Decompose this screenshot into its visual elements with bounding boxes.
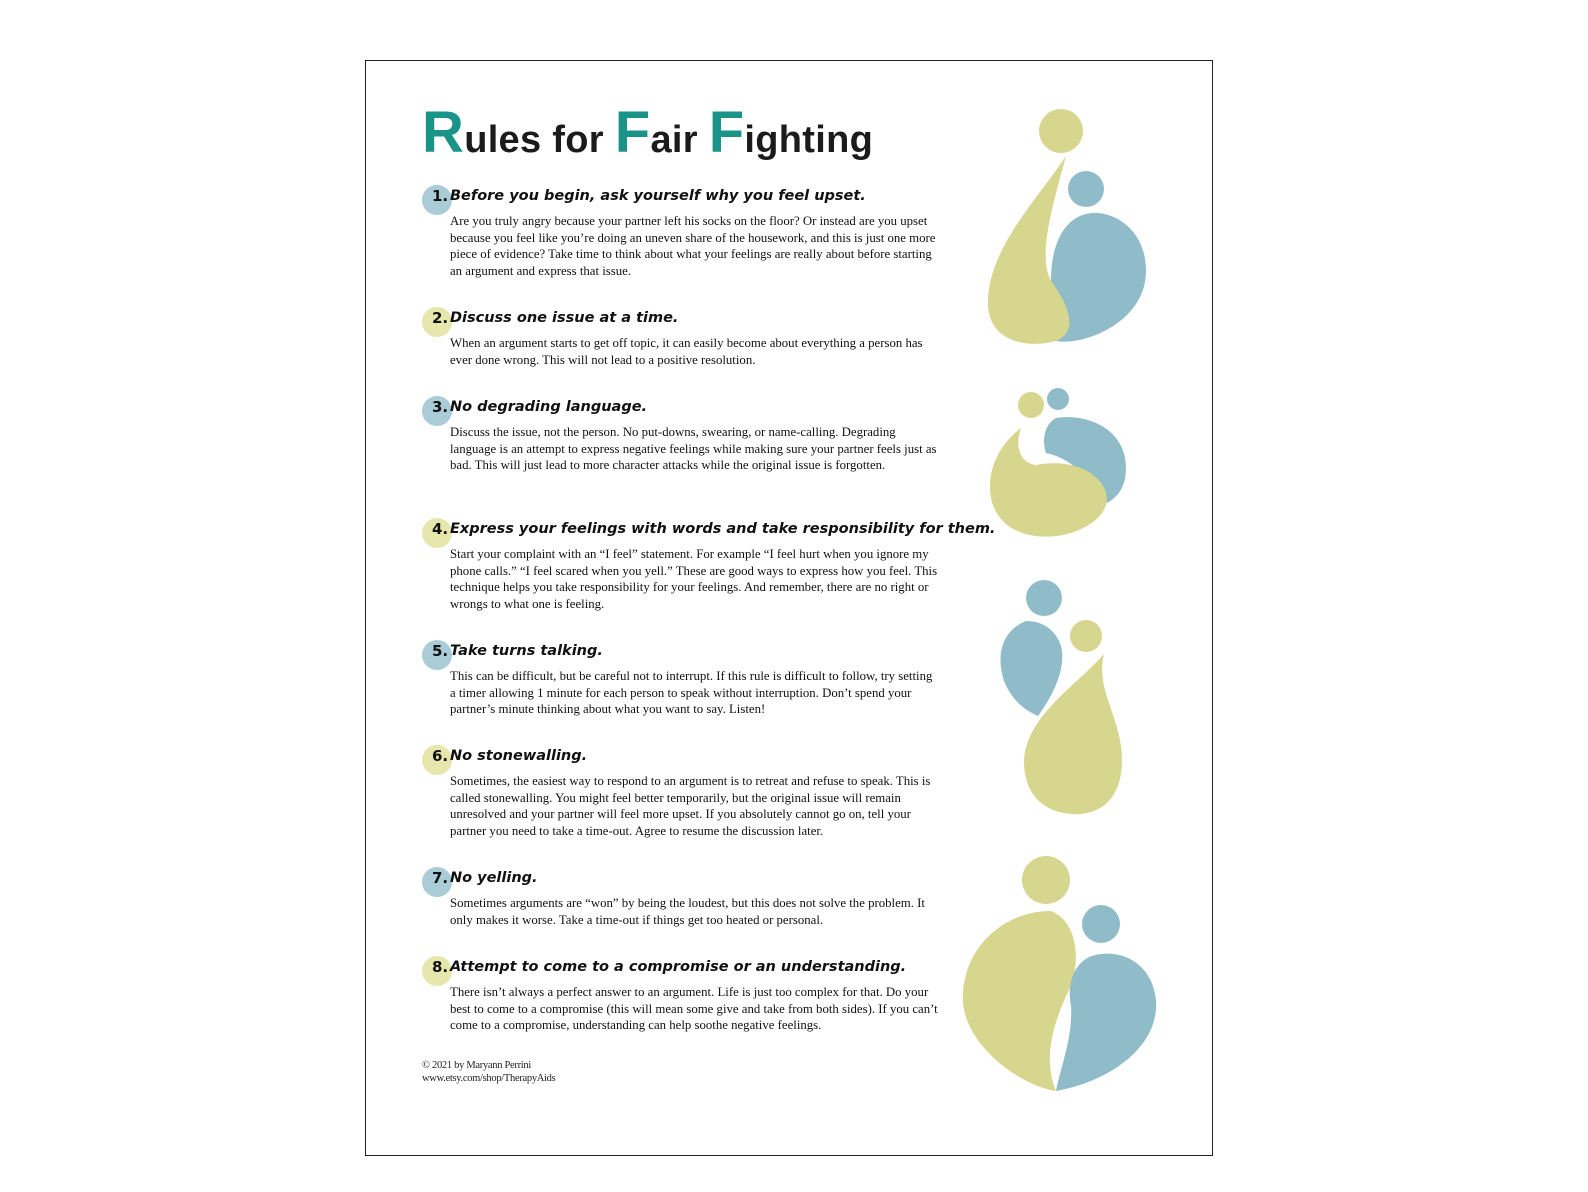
rule-title: No degrading language.: [450, 399, 648, 415]
rule-item: [422, 187, 962, 279]
rule-heading: [422, 958, 962, 984]
rule-item: [422, 309, 962, 368]
rule-number: 4.: [432, 520, 449, 538]
rule-item: [422, 747, 962, 839]
couple-figure-4-icon: [961, 856, 1161, 1096]
rule-item: [422, 520, 996, 612]
rule-title: No yelling.: [450, 870, 538, 886]
rule-body: Discuss the issue, not the person. No put-downs, swearing, or name-calling. Degrading language is an attempt to express negative feelings while making sure your partner feels just as bad. This will just lead to more character attacks while the original issue is forgotten.: [450, 425, 937, 473]
copyright-text: © 2021 by Maryann Perrini: [422, 1060, 531, 1071]
rule-number: 2.: [432, 309, 449, 327]
footer-credit: [422, 1059, 555, 1085]
rule-title: Attempt to come to a compromise or an understanding.: [450, 959, 907, 975]
rule-item: [422, 958, 962, 1034]
rule-number: 3.: [432, 398, 449, 416]
title-initial-r: R: [422, 100, 465, 165]
rule-item: [422, 642, 962, 718]
shop-url: www.etsy.com/shop/TherapyAids: [422, 1073, 556, 1084]
rule-number: 8.: [432, 958, 449, 976]
couple-figure-3-icon: [986, 576, 1136, 821]
title-text-3: ighting: [744, 119, 874, 161]
rule-heading: [422, 398, 962, 424]
rule-body: There isn’t always a perfect answer to an argument. Life is just too complex for that. Do your best to come to a compromise (this will mean some give and take from both sides). If you can’t come to a compromise, understanding can help soothe negative feelings.: [450, 985, 938, 1033]
rule-body: Start your complaint with an “I feel” statement. For example “I feel hurt when you ignore my phone calls.” “I feel scared when you yell.” These are good ways to express how you feel. This technique helps you take responsibility for your feelings. And remember, there are no right or wrongs to what one is feeling.: [450, 547, 938, 611]
rule-item: [422, 869, 962, 928]
couple-figure-2-icon: [976, 383, 1136, 548]
title-text-2: air: [650, 119, 709, 161]
rule-number: 6.: [432, 747, 449, 765]
rule-number: 5.: [432, 642, 449, 660]
rule-title: No stonewalling.: [450, 748, 588, 764]
page-title: [422, 99, 873, 166]
title-initial-f2: F: [708, 100, 745, 165]
rule-heading: [422, 187, 962, 213]
rule-title: Before you begin, ask yourself why you feel upset.: [450, 188, 866, 204]
title-text-1: ules for: [464, 119, 615, 161]
rule-title: Express your feelings with words and take responsibility for them.: [450, 521, 996, 537]
rule-body: This can be difficult, but be careful not to interrupt. If this rule is difficult to follow, try setting a timer allowing 1 minute for each person to speak without interruption. Don’t spend your partner’s minute thinking about what you want to say. Listen!: [450, 669, 933, 717]
rule-heading: [422, 309, 962, 335]
rule-body: When an argument starts to get off topic, it can easily become about everything a person has ever done wrong. This will not lead to a positive resolution.: [450, 336, 923, 367]
rule-item: [422, 398, 962, 474]
rule-heading: [422, 642, 962, 668]
rule-body: Sometimes, the easiest way to respond to an argument is to retreat and refuse to speak. This is called stonewalling. You might feel better temporarily, but the original issue will remain unresolved and your partner will feel more upset. If you absolutely cannot go on, tell your partner you need to take a time-out. Agree to resume the discussion later.: [450, 774, 931, 838]
rule-heading: [422, 520, 996, 546]
title-initial-f1: F: [614, 100, 651, 165]
rule-heading: [422, 747, 962, 773]
rule-body: Are you truly angry because your partner left his socks on the floor? Or instead are you upset because you feel like you’re doing an uneven share of the housework, and this is just one more piece of evidence? Take time to think about what your feelings are really about before starting an argument and express that issue.: [450, 214, 936, 278]
worksheet-page: [365, 60, 1213, 1156]
rule-heading: [422, 869, 962, 895]
rule-title: Discuss one issue at a time.: [450, 310, 679, 326]
rule-title: Take turns talking.: [450, 643, 603, 659]
rule-body: Sometimes arguments are “won” by being the loudest, but this does not solve the problem. It only makes it worse. Take a time-out if things get too heated or personal.: [450, 896, 925, 927]
rule-number: 7.: [432, 869, 449, 887]
rule-number: 1.: [432, 187, 449, 205]
couple-figure-1-icon: [966, 101, 1186, 351]
